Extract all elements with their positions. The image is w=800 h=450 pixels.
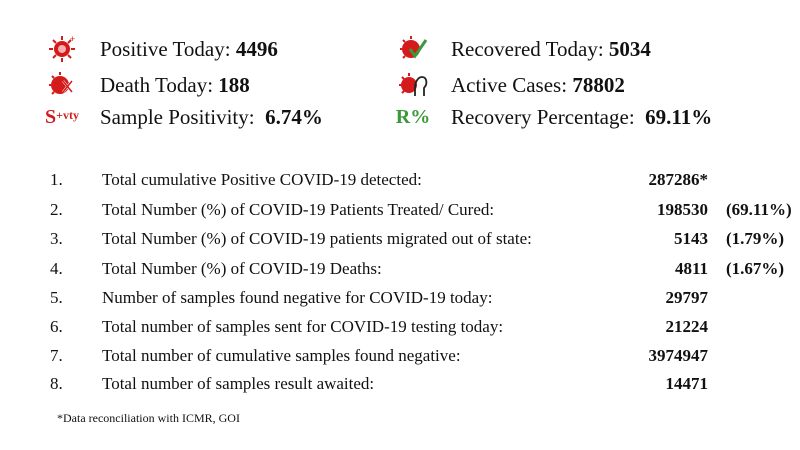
virus-person-icon	[393, 70, 433, 100]
recovery-percentage-label: Recovery Percentage:	[451, 104, 635, 129]
sample-positivity-label: Sample Positivity:	[100, 104, 255, 129]
row-count: 3974947	[648, 346, 708, 365]
row-count: 29797	[665, 288, 708, 307]
row-number: 6.	[50, 317, 63, 336]
row-percentage: (69.11%)	[726, 200, 792, 219]
row-percentage: (1.79%)	[726, 229, 785, 248]
row-number: 4.	[50, 259, 63, 278]
daily-summary	[0, 0, 800, 140]
death-today-value: 188	[218, 72, 250, 97]
row-label: Total number of samples result awaited:	[102, 374, 375, 393]
svg-text:+: +	[70, 34, 76, 44]
virus-icon	[42, 34, 82, 64]
row-count: 14471	[665, 374, 708, 393]
positive-today-label: Positive Today:	[100, 36, 231, 61]
row-number: 8.	[50, 374, 63, 393]
row-count: 287286*	[648, 170, 708, 189]
recovered-today-stat	[451, 34, 651, 64]
row-count: 198530	[657, 200, 708, 219]
recovery-percentage-value: 69.11%	[645, 104, 713, 129]
active-cases-stat	[451, 70, 625, 100]
positive-today-stat	[70, 34, 278, 64]
row-label: Total Number (%) of COVID-19 Deaths:	[102, 259, 382, 278]
footnote: *Data reconciliation with ICMR, GOI	[57, 411, 240, 425]
row-number: 2.	[50, 200, 63, 219]
row-number: 3.	[50, 229, 63, 248]
virus-cross-icon	[42, 70, 82, 100]
table-row	[0, 346, 800, 372]
active-cases-value: 78802	[572, 72, 625, 97]
sample-positivity-value: 6.74%	[265, 104, 323, 129]
virus-check-icon	[393, 34, 433, 64]
row-count: 5143	[674, 229, 708, 248]
death-today-label: Death Today:	[100, 72, 214, 97]
row-label: Total Number (%) of COVID-19 Patients Treated/ Cured:	[102, 200, 495, 219]
recovered-today-label: Recovered Today:	[451, 36, 604, 61]
table-row	[0, 259, 800, 285]
row-label: Total Number (%) of COVID-19 patients migrated out of state:	[102, 229, 532, 248]
row-percentage: (1.67%)	[726, 259, 785, 278]
recovery-percentage-stat	[395, 102, 713, 132]
death-today-stat	[100, 70, 250, 100]
sample-positivity-icon: S $^{+vty}$	[45, 105, 79, 128]
table-row	[0, 288, 800, 314]
table-row	[0, 170, 800, 196]
row-label: Total number of samples sent for COVID-19 testing today:	[102, 317, 504, 336]
recovered-today-value: 5034	[608, 36, 651, 61]
row-count: 21224	[665, 317, 708, 336]
row-number: 5.	[50, 288, 63, 307]
row-number: 1.	[50, 170, 63, 189]
positive-today-value: 4496	[235, 36, 278, 61]
row-label: Number of samples found negative for COVID-19 today:	[102, 288, 493, 307]
table-row	[0, 200, 800, 226]
table-row	[0, 229, 800, 255]
active-cases-label: Active Cases:	[451, 72, 568, 97]
row-number: 7.	[50, 346, 63, 365]
table-row	[0, 374, 800, 400]
sample-positivity-stat	[45, 102, 323, 132]
recovery-percentage-icon: R%	[395, 105, 431, 128]
row-count: 4811	[674, 259, 708, 278]
table-row	[0, 317, 800, 343]
row-label: Total cumulative Positive COVID-19 detected:	[102, 170, 422, 189]
row-label: Total number of cumulative samples found negative:	[102, 346, 461, 365]
